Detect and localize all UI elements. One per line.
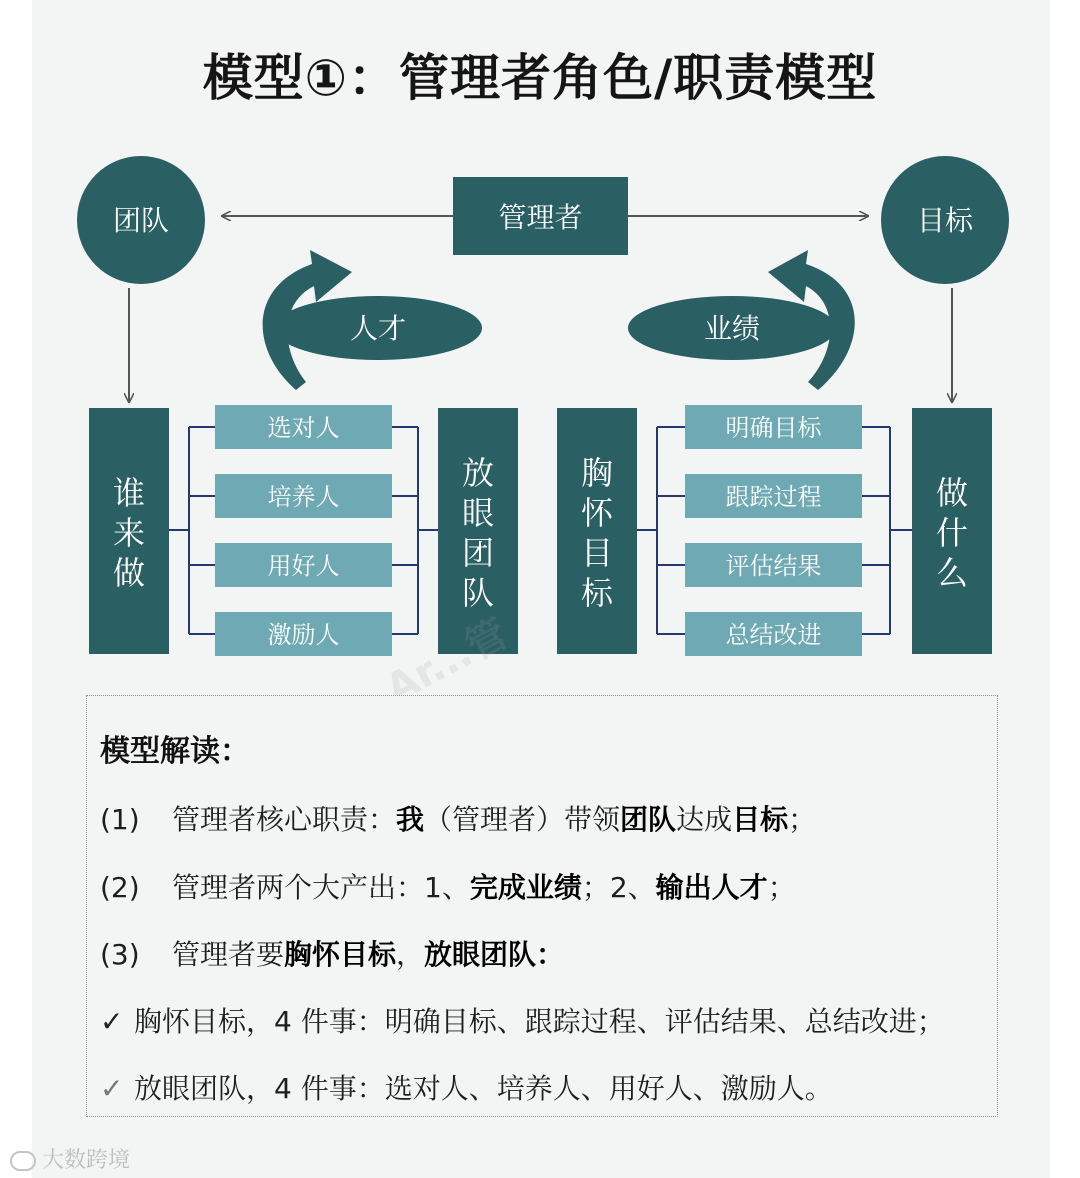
brand-logo-icon [10, 1151, 36, 1171]
embrace-goal-box [557, 408, 637, 654]
what-to-do-box [912, 408, 992, 654]
focus-team-char-2: 眼 [461, 494, 495, 532]
note-1-bold-me: 我 [396, 803, 425, 836]
talent-ellipse-label: 人才 [349, 312, 407, 345]
note-check-goal [100, 1000, 945, 1040]
note-1-text-e: 达成 [676, 803, 733, 836]
check-icon: ✓ [100, 1005, 124, 1038]
note-2-bold-talent: 输出人才 [655, 871, 768, 904]
left-item-3 [215, 543, 392, 587]
what-to-do-char-2: 什 [935, 514, 969, 552]
note-2-text-a: 管理者两个大产出：1、 [172, 871, 470, 904]
talent-ellipse [274, 296, 482, 360]
note-2-text-e: ； [767, 871, 796, 904]
left-item-4-label: 激励人 [267, 621, 340, 649]
note-2-number: (2) [100, 871, 140, 904]
notes-heading: 模型解读： [100, 734, 250, 769]
note-1-text-c: （管理者）带领 [424, 803, 621, 836]
note-2-bold-performance: 完成业绩 [469, 871, 582, 904]
left-item-3-label: 用好人 [267, 552, 340, 580]
right-item-1-label: 明确目标 [725, 414, 822, 442]
note-3-bold-focus-team: 放眼团队 [424, 938, 537, 971]
check-icon: ✓ [100, 1072, 124, 1105]
embrace-goal-char-1: 胸 [580, 454, 614, 492]
model-interpretation-box [86, 695, 998, 1117]
note-3-text-c: ， [396, 938, 425, 971]
note-2-text-c: ；2、 [581, 871, 656, 904]
left-item-2 [215, 474, 392, 518]
goal-circle-label: 目标 [916, 204, 974, 237]
embrace-goal-char-4: 标 [580, 574, 614, 612]
right-connectors [637, 427, 912, 634]
focus-team-char-3: 团 [461, 534, 495, 572]
left-item-4 [215, 612, 392, 656]
page-title: 模型①：管理者角色/职责模型 [202, 49, 878, 107]
right-item-1 [685, 405, 862, 449]
who-does-char-3: 做 [112, 554, 146, 592]
embrace-goal-char-3: 目 [580, 534, 614, 572]
left-connectors [169, 427, 438, 634]
note-3-text-a: 管理者要 [172, 938, 285, 971]
who-does-box [89, 408, 169, 654]
focus-team-char-1: 放 [461, 454, 495, 492]
right-item-4-label: 总结改进 [725, 621, 822, 649]
right-item-2 [685, 474, 862, 518]
right-item-3 [685, 543, 862, 587]
what-to-do-char-1: 做 [935, 474, 969, 512]
note-1-bold-team: 团队 [620, 803, 677, 836]
manager-box [453, 177, 628, 255]
embrace-goal-char-2: 怀 [580, 494, 614, 532]
focus-team-char-4: 队 [461, 574, 495, 612]
note-1-text-a: 管理者核心职责： [172, 803, 397, 836]
note-check-team-text: 放眼团队，4 件事：选对人、培养人、用好人、激励人。 [134, 1072, 833, 1105]
who-does-char-2: 来 [112, 514, 146, 552]
goal-circle [881, 156, 1009, 284]
left-item-2-label: 培养人 [267, 483, 340, 511]
note-3-text-e: ： [536, 938, 565, 971]
footer-watermark [10, 1143, 130, 1174]
team-circle [77, 156, 205, 284]
focus-team-box [438, 408, 518, 654]
note-1-text-g: ； [788, 803, 817, 836]
note-1-bold-goal: 目标 [732, 803, 789, 836]
right-item-3-label: 评估结果 [725, 552, 822, 580]
right-item-4 [685, 612, 862, 656]
note-3-number: (3) [100, 938, 140, 971]
performance-ellipse-label: 业绩 [703, 312, 761, 345]
what-to-do-char-3: 么 [935, 554, 969, 592]
right-item-2-label: 跟踪过程 [725, 483, 822, 511]
note-check-team [100, 1067, 833, 1107]
note-3 [100, 933, 564, 973]
who-does-char-1: 谁 [112, 474, 146, 512]
note-check-goal-text: 胸怀目标，4 件事：明确目标、跟踪过程、评估结果、总结改进； [134, 1005, 945, 1038]
left-item-1 [215, 405, 392, 449]
footer-brand-text: 大数跨境 [42, 1148, 131, 1173]
note-1 [100, 798, 816, 838]
team-circle-label: 团队 [112, 204, 170, 237]
left-item-1-label: 选对人 [267, 414, 340, 442]
performance-ellipse [628, 296, 836, 360]
note-3-bold-embrace-goal: 胸怀目标 [284, 938, 397, 971]
note-1-number: (1) [100, 803, 140, 836]
note-2 [100, 866, 796, 906]
manager-label: 管理者 [498, 201, 583, 234]
